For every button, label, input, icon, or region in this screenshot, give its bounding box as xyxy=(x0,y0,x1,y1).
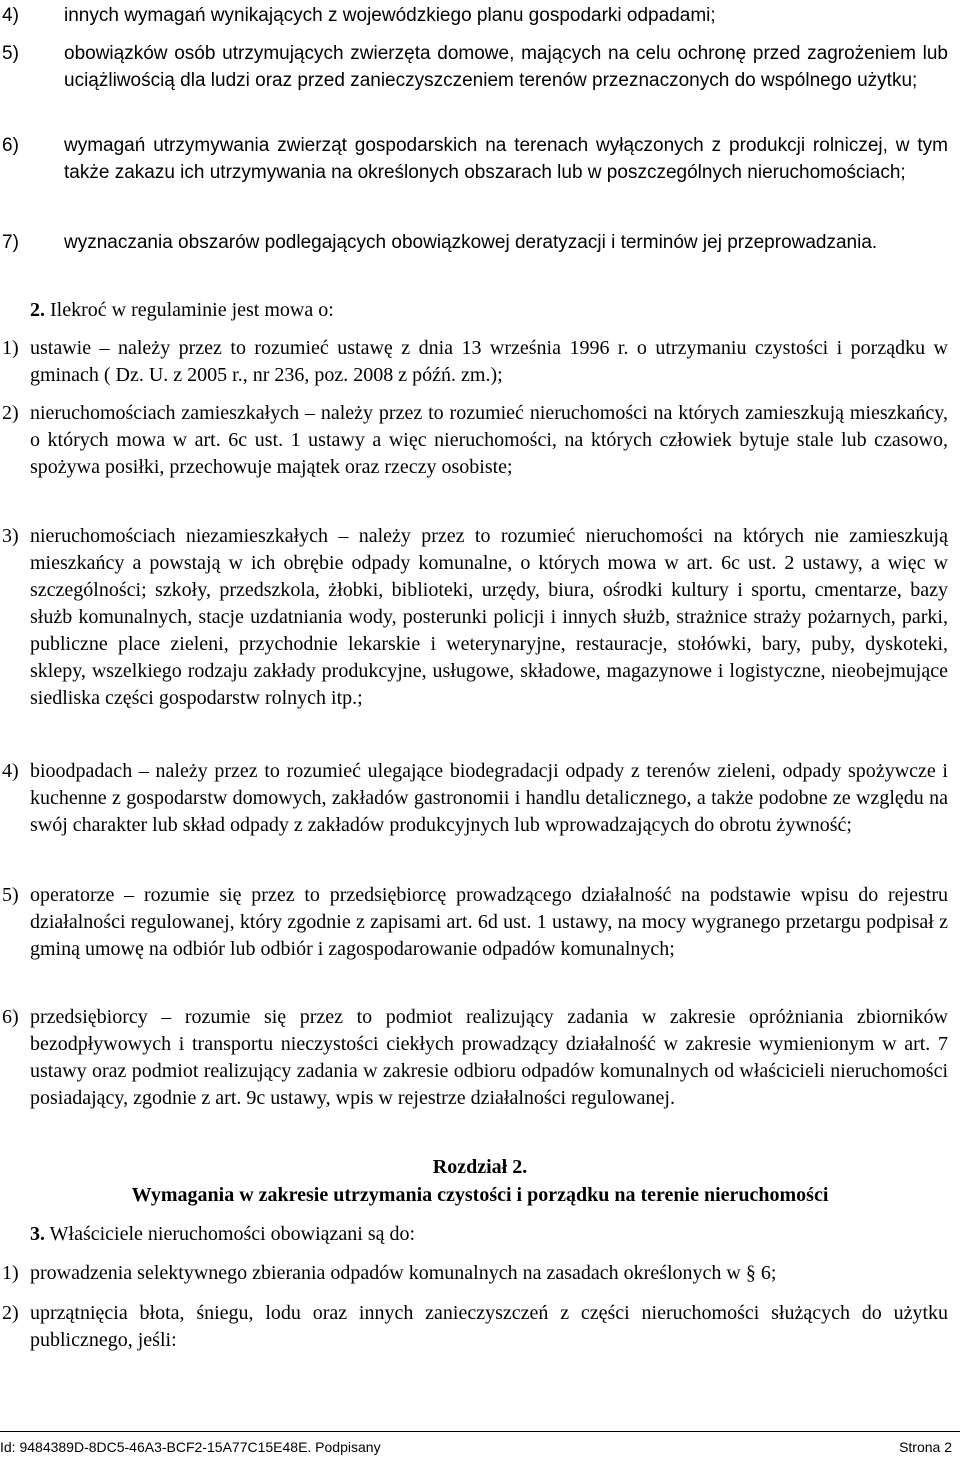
item-number: 4) xyxy=(2,760,19,782)
chapter-title: Rozdział 2. xyxy=(432,1156,528,1178)
item-text: wymagań utrzymywania zwierząt gospodarskich na terenach wyłączonych z produkcji rolniczej, w tym także zakazu ich utrzymywania na określonych obszarach lub w poszczególnych nieruchomościach; xyxy=(64,135,948,183)
definition-item xyxy=(2,1004,948,1112)
definition-item xyxy=(2,882,948,963)
definition-item xyxy=(2,523,948,712)
definition-item xyxy=(2,335,948,389)
item-number: 2) xyxy=(2,402,19,424)
item-text: bioodpadach – należy przez to rozumieć ulegające biodegradacji odpady z terenów zieleni, odpady spożywcze i kuchenne z gospodarstw domowych, zakładów gastronomii i handlu detalicznego, a także podobne ze względu na swój charakter lub skład odpady z zakładów produkcyjnych lub wprowadzających do obrotu żywność; xyxy=(30,760,948,836)
item-text: nieruchomościach niezamieszkałych – należy przez to rozumieć nieruchomości na których nie zamieszkują mieszkańcy a powstają w ich obrębie odpady komunalne, o których mowa w art. 6c ust. 2 ustawy, a więc w szczególności; szkoły, przedszkola, żłobki, biblioteki, urzędy, biura, ośrodki kultury i sportu, cmentarze, bazy służb komunalnych, stacje uzdatniania wody, posterunki policji i innych służb, strażnice straży pożarnych, parki, publiczne place zieleni, przychodnie lekarskie i weterynaryjne, restauracje, stołówki, bary, puby, dyskoteki, sklepy, wszelkiego rodzaju zakłady produkcyjne, usługowe, składowe, magazynowe i logistyczne, nieobejmujące siedliska części gospodarstw rolnych itp.; xyxy=(30,525,948,709)
chapter-subtitle: Wymagania w zakresie utrzymania czystości i porządku na terenie nieruchomości xyxy=(131,1184,829,1206)
section-number: 2. xyxy=(30,299,45,321)
section-3-paragraph xyxy=(30,1221,415,1248)
definition-item xyxy=(2,400,948,481)
item-number: 2) xyxy=(2,1302,19,1324)
item-number: 6) xyxy=(2,135,19,156)
item-text: operatorze – rozumie się przez to przedsiębiorcę prowadzącego działalność na podstawie wpisu do rejestru działalności regulowanej, który zgodnie z zapisami art. 6d ust. 1 ustawy, na mocy wygranego przetargu podpisał z gminą umowę na odbiór lub odbiór i zagospodarowanie odpadów komunalnych; xyxy=(30,884,948,960)
item-number: 1) xyxy=(2,337,19,359)
section-intro: Właściciele nieruchomości obowiązani są do: xyxy=(49,1223,416,1245)
footer-document-id: Id: 9484389D-8DC5-46A3-BCF2-15A77C15E48E. Podpisany xyxy=(0,1439,381,1455)
footer-page-number: Strona 2 xyxy=(899,1439,952,1455)
item-number: 4) xyxy=(2,5,19,26)
item-text: ustawie – należy przez to rozumieć ustawę z dnia 13 września 1996 r. o utrzymaniu czystości i porządku w gminach ( Dz. U. z 2005 r., nr 236, poz. 2008 z późń. zm.); xyxy=(30,337,948,386)
item-number: 3) xyxy=(2,525,19,547)
list-item xyxy=(2,229,948,256)
item-text: przedsiębiorcy – rozumie się przez to podmiot realizujący zadania w zakresie opróżniania zbiorników bezodpływowych i transportu nieczystości ciekłych prowadzący działalność w zakresie wymienionym w art. 7 ustawy oraz podmiot realizujący zadania w zakresie odbioru odpadów komunalnych od właścicieli nieruchomości posiadający, zgodnie z art. 9c ustawy, wpis w rejestrze działalności regulowanej. xyxy=(30,1006,948,1109)
definition-item xyxy=(2,758,948,839)
section-intro: Ilekroć w regulaminie jest mowa o: xyxy=(50,299,334,321)
section-number: 3. xyxy=(30,1223,45,1245)
section-2-paragraph xyxy=(30,297,334,324)
footer-divider xyxy=(0,1431,960,1432)
obligation-item xyxy=(2,1260,948,1287)
item-number: 5) xyxy=(2,884,19,906)
item-number: 6) xyxy=(2,1006,19,1028)
item-text: innych wymagań wynikających z wojewódzkiego planu gospodarki odpadami; xyxy=(64,5,716,26)
list-item xyxy=(2,2,948,29)
item-text: nieruchomościach zamieszkałych – należy przez to rozumieć nieruchomości na których zamieszkują mieszkańcy, o których mowa w art. 6c ust. 1 ustawy a więc nieruchomości, na których człowiek bytuje stale lub czasowo, spożywa posiłki, przechowuje majątek oraz rzeczy osobiste; xyxy=(30,402,948,478)
item-text: uprzątnięcia błota, śniegu, lodu oraz innych zanieczyszczeń z części nieruchomości służących do użytku publicznego, jeśli: xyxy=(30,1302,948,1351)
item-text: wyznaczania obszarów podlegających obowiązkowej deratyzacji i terminów jej przeprowadzania. xyxy=(64,232,878,253)
item-number: 5) xyxy=(2,43,19,64)
list-item xyxy=(2,40,948,94)
item-number: 7) xyxy=(2,232,19,253)
item-text: prowadzenia selektywnego zbierania odpadów komunalnych na zasadach określonych w § 6; xyxy=(30,1262,777,1284)
item-number: 1) xyxy=(2,1262,19,1284)
list-item xyxy=(2,132,948,186)
obligation-item xyxy=(2,1300,948,1354)
item-text: obowiązków osób utrzymujących zwierzęta domowe, mających na celu ochronę przed zagrożeniem lub uciążliwością dla ludzi oraz przed zanieczyszczeniem terenów przeznaczonych do wspólnego użytku; xyxy=(64,43,948,91)
